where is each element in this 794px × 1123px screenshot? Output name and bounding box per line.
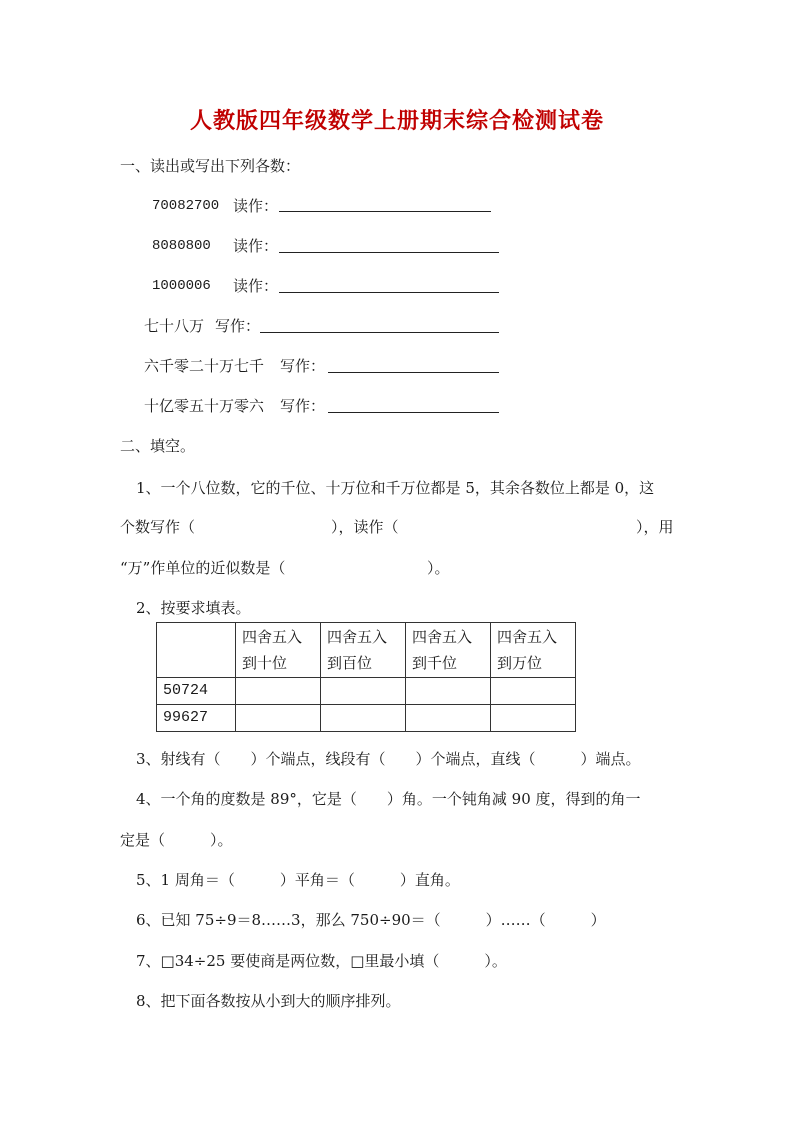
answer-cell[interactable] (406, 678, 491, 705)
question-4-line-1: 4、一个角的度数是 89°，它是（ ）角。一个钝角减 90 度，得到的角一 (136, 790, 641, 808)
table-header-thousands (406, 623, 491, 678)
question-1-line-2b: ），读作（ (331, 518, 399, 536)
read-label-1: 读作： (233, 197, 279, 215)
answer-cell[interactable] (491, 678, 576, 705)
header-bottom: 到百位 (327, 654, 373, 672)
answer-line-write-2[interactable] (328, 372, 499, 373)
header-top: 四舍五入 (497, 628, 558, 646)
question-1-line-2c: ），用 (636, 518, 674, 536)
table-header-ten-thousands (491, 623, 576, 678)
table-header-tens (236, 623, 321, 678)
header-top: 四舍五入 (412, 628, 473, 646)
write-words-3: 十亿零五十万零六 (144, 397, 265, 415)
table-header-hundreds (321, 623, 406, 678)
question-7-text: 7、□34÷25 要使商是两位数，□里最小填（ ）。 (136, 952, 507, 970)
question-6-text: 6、已知 75÷9＝8……3，那么 750÷90＝（ ）……（ ） (136, 911, 606, 929)
header-bottom: 到万位 (497, 654, 543, 672)
row-number: 50724 (157, 678, 236, 705)
answer-cell[interactable] (236, 705, 321, 732)
question-8-text: 8、把下面各数按从小到大的顺序排列。 (136, 992, 401, 1010)
rounding-table (156, 622, 576, 732)
answer-line-read-2[interactable] (279, 252, 499, 253)
question-3-text: 3、射线有（ ）个端点，线段有（ ）个端点，直线（ ）端点。 (136, 750, 641, 768)
read-label-3: 读作： (233, 277, 279, 295)
page-title: 人教版四年级数学上册期末综合检测试卷 (189, 109, 604, 134)
answer-line-write-1[interactable] (260, 332, 499, 333)
section-2-heading: 二、填空。 (120, 437, 196, 455)
read-label-2: 读作： (233, 237, 279, 255)
answer-cell[interactable] (406, 705, 491, 732)
write-words-2: 六千零二十万七千 (144, 357, 265, 375)
table-row (157, 705, 576, 732)
question-1-line-3a: “万”作单位的近似数是（ (120, 559, 286, 577)
read-number-2: 8080800 (152, 238, 211, 254)
question-2-text: 2、按要求填表。 (136, 599, 251, 617)
table-corner-cell (157, 623, 236, 678)
header-top: 四舍五入 (327, 628, 388, 646)
section-1-heading: 一、读出或写出下列各数： (120, 157, 301, 175)
header-bottom: 到千位 (412, 654, 458, 672)
question-1-line-3b: ）。 (427, 559, 450, 577)
header-top: 四舍五入 (242, 628, 303, 646)
read-number-3: 1000006 (152, 278, 211, 294)
question-5-text: 5、1 周角＝（ ）平角＝（ ）直角。 (136, 871, 460, 889)
answer-line-read-3[interactable] (279, 292, 499, 293)
write-words-1: 七十八万 (144, 317, 205, 335)
answer-line-read-1[interactable] (279, 211, 491, 212)
write-label-1: 写作： (215, 317, 261, 335)
header-bottom: 到十位 (242, 654, 288, 672)
answer-cell[interactable] (321, 705, 406, 732)
row-number: 99627 (157, 705, 236, 732)
answer-line-write-3[interactable] (328, 412, 499, 413)
read-number-1: 70082700 (152, 198, 220, 214)
write-label-3: 写作： (280, 397, 326, 415)
question-1-line-1: 1、一个八位数，它的千位、十万位和千万位都是 5，其余各数位上都是 0，这 (136, 479, 655, 497)
answer-cell[interactable] (321, 678, 406, 705)
answer-cell[interactable] (491, 705, 576, 732)
table-row (157, 678, 576, 705)
question-4-line-2: 定是（ ）。 (120, 831, 233, 849)
answer-cell[interactable] (236, 678, 321, 705)
write-label-2: 写作： (280, 357, 326, 375)
question-1-line-2a: 个数写作（ (120, 518, 196, 536)
